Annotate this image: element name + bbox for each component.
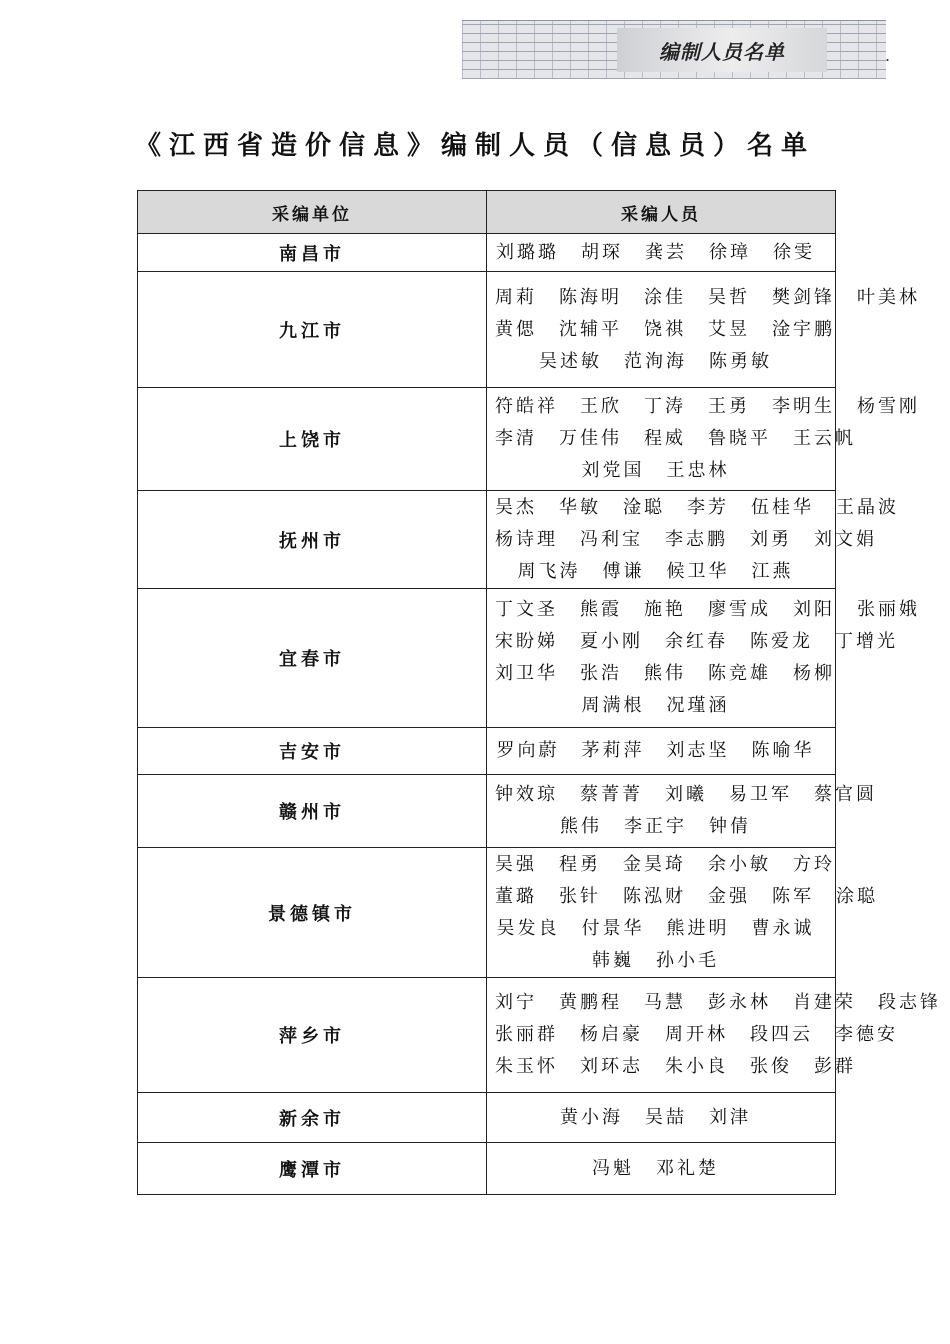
staff-name: 曹永诚 xyxy=(751,917,815,939)
staff-line xyxy=(495,881,878,913)
staff-name: 程威 xyxy=(644,428,686,449)
staff-name: 熊进明 xyxy=(666,917,730,939)
staff-name: 丁增光 xyxy=(835,631,898,652)
staff-name: 刘党国 xyxy=(581,460,645,481)
staff-name: 董璐 xyxy=(495,885,537,907)
table-body xyxy=(138,234,941,1195)
city-cell: 鹰潭市 xyxy=(138,1143,487,1195)
staff-name: 鲁晓平 xyxy=(708,428,771,449)
staff-name: 王忠林 xyxy=(666,460,730,481)
staff-name: 李清 xyxy=(495,428,537,449)
staff-name: 周莉 xyxy=(495,286,537,308)
staff-name: 周开林 xyxy=(665,1024,728,1045)
staff-line xyxy=(495,391,920,423)
table-row xyxy=(138,388,836,491)
staff-name: 钟效琼 xyxy=(495,784,558,805)
staff-name: 淦宇鹏 xyxy=(772,318,835,340)
table-row xyxy=(138,272,836,388)
staff-name: 刘阳 xyxy=(793,599,835,620)
staff-cell xyxy=(487,234,836,272)
city-cell: 景德镇市 xyxy=(138,848,487,978)
staff-name: 丁涛 xyxy=(644,396,686,417)
staff-name: 淦聪 xyxy=(623,496,665,518)
staff-line xyxy=(495,1102,827,1134)
staff-name: 王欣 xyxy=(580,396,622,417)
staff-name: 吴发良 xyxy=(496,917,560,939)
staff-cell xyxy=(487,1093,836,1143)
staff-name: 杨雪刚 xyxy=(857,396,920,417)
staff-name: 金强 xyxy=(708,885,750,907)
staff-name: 金昊琦 xyxy=(623,853,686,875)
table-row xyxy=(138,1143,836,1195)
staff-name: 陈喻华 xyxy=(751,740,815,761)
staff-name: 黄小海 xyxy=(560,1106,623,1128)
staff-name: 吴哲 xyxy=(708,286,750,308)
staff-name: 黄鹏程 xyxy=(559,992,622,1013)
staff-name: 李正宇 xyxy=(624,816,687,837)
staff-name: 况瑾涵 xyxy=(666,695,730,716)
staff-name: 刘宁 xyxy=(495,992,537,1013)
staff-name: 陈爱龙 xyxy=(750,631,813,652)
city-cell: 南昌市 xyxy=(138,234,487,272)
staff-cell xyxy=(487,589,920,728)
header-tag: 编制人员名单 xyxy=(617,28,827,72)
document-title: 《江西省造价信息》编制人员（信息员）名单 xyxy=(134,131,815,161)
staff-line xyxy=(495,987,941,1019)
staff-name: 艾昱 xyxy=(708,318,750,340)
staff-name: 张丽娥 xyxy=(857,599,920,620)
staff-name: 陈竞雄 xyxy=(708,663,771,684)
staff-name: 张丽群 xyxy=(495,1024,558,1045)
staff-name: 傅谦 xyxy=(602,560,645,582)
city-cell: 吉安市 xyxy=(138,728,487,775)
staff-name: 刘勇 xyxy=(750,528,792,550)
staff-name: 马慧 xyxy=(644,992,686,1013)
staff-name: 刘璐璐 xyxy=(496,241,559,263)
staff-name: 龚芸 xyxy=(645,241,687,263)
staff-name: 陈海明 xyxy=(559,286,622,308)
staff-name: 蔡官圆 xyxy=(814,784,877,805)
staff-line xyxy=(495,626,898,658)
staff-line xyxy=(495,945,827,977)
staff-name: 孙小毛 xyxy=(656,949,719,971)
staff-name: 罗向蔚 xyxy=(496,740,560,761)
staff-line xyxy=(495,735,827,767)
staff-name: 刘文娟 xyxy=(814,528,877,550)
staff-name: 张针 xyxy=(559,885,601,907)
table-row xyxy=(138,491,836,589)
staff-name: 候卫华 xyxy=(666,560,730,582)
staff-name: 朱玉怀 xyxy=(495,1056,558,1077)
staff-name: 徐雯 xyxy=(773,241,815,263)
staff-name: 冯魁 xyxy=(592,1157,634,1179)
staff-name: 樊剑锋 xyxy=(772,286,835,308)
staff-cell xyxy=(487,1143,836,1195)
staff-name: 徐璋 xyxy=(709,241,751,263)
staff-name: 周飞涛 xyxy=(517,560,581,582)
staff-line xyxy=(495,594,920,626)
staff-name: 夏小刚 xyxy=(580,631,643,652)
table-row xyxy=(138,775,836,848)
staff-line xyxy=(495,811,827,843)
staff-line xyxy=(495,314,835,346)
staff-name: 彭群 xyxy=(814,1056,856,1077)
staff-name: 张俊 xyxy=(750,1056,792,1077)
staff-name: 黄偲 xyxy=(495,318,537,340)
staff-name: 冯利宝 xyxy=(580,528,643,550)
staff-cell xyxy=(487,848,878,978)
staff-line xyxy=(495,690,827,722)
staff-name: 吴喆 xyxy=(645,1106,687,1128)
staff-name: 余红春 xyxy=(665,631,728,652)
staff-name: 涂聪 xyxy=(836,885,878,907)
staff-line xyxy=(495,913,827,945)
staff-name: 符皓祥 xyxy=(495,396,558,417)
staff-name: 付景华 xyxy=(581,917,645,939)
staff-name: 余小敏 xyxy=(708,853,771,875)
city-cell: 上饶市 xyxy=(138,388,487,491)
column-header-unit: 采编单位 xyxy=(138,191,487,234)
staff-line xyxy=(495,492,899,524)
staff-line xyxy=(495,455,827,487)
staff-name: 江燕 xyxy=(751,560,794,582)
staff-line xyxy=(495,1019,898,1051)
staff-name: 沈辅平 xyxy=(559,318,622,340)
staff-name: 伍桂华 xyxy=(751,496,814,518)
city-cell: 宜春市 xyxy=(138,589,487,728)
staff-name: 刘志坚 xyxy=(666,740,730,761)
table-row xyxy=(138,728,836,775)
staff-name: 胡琛 xyxy=(581,241,623,263)
staff-cell xyxy=(487,728,836,775)
staff-name: 杨柳 xyxy=(793,663,835,684)
staff-name: 叶美林 xyxy=(857,286,920,308)
staff-name: 王云帆 xyxy=(793,428,856,449)
staff-name: 段四云 xyxy=(750,1024,813,1045)
city-cell: 新余市 xyxy=(138,1093,487,1143)
staff-name: 陈泓财 xyxy=(623,885,686,907)
staff-name: 吴杰 xyxy=(495,496,537,518)
staff-name: 茅莉萍 xyxy=(581,740,645,761)
staff-name: 王晶波 xyxy=(836,496,899,518)
staff-name: 涂佳 xyxy=(644,286,686,308)
staff-line xyxy=(495,1051,856,1083)
staff-name: 刘曦 xyxy=(665,784,707,805)
staff-name: 李明生 xyxy=(772,396,835,417)
staff-name: 刘卫华 xyxy=(495,663,558,684)
staff-name: 刘津 xyxy=(709,1106,751,1128)
staff-name: 宋盼娣 xyxy=(495,631,558,652)
staff-name: 蔡菁菁 xyxy=(580,784,643,805)
staff-name: 杨诗理 xyxy=(495,528,558,550)
staff-name: 王勇 xyxy=(708,396,750,417)
staff-name: 刘环志 xyxy=(580,1056,643,1077)
staff-name: 邓礼楚 xyxy=(656,1157,719,1179)
staff-name: 彭永林 xyxy=(708,992,771,1013)
staff-line xyxy=(495,658,835,690)
staff-line xyxy=(495,849,835,881)
city-cell: 赣州市 xyxy=(138,775,487,848)
staff-name: 张浩 xyxy=(580,663,622,684)
column-header-staff: 采编人员 xyxy=(487,191,836,234)
staff-name: 周满根 xyxy=(581,695,645,716)
staff-name: 程勇 xyxy=(559,853,601,875)
staff-name: 李德安 xyxy=(835,1024,898,1045)
staff-name: 杨启豪 xyxy=(580,1024,643,1045)
table-row xyxy=(138,589,836,728)
city-cell: 抚州市 xyxy=(138,491,487,589)
staff-name: 华敏 xyxy=(559,496,601,518)
table-row xyxy=(138,234,836,272)
staff-line xyxy=(495,779,877,811)
staff-name: 熊伟 xyxy=(644,663,686,684)
staff-name: 施艳 xyxy=(644,599,686,620)
city-cell: 九江市 xyxy=(138,272,487,388)
table-row xyxy=(138,1093,836,1143)
staff-name: 陈军 xyxy=(772,885,814,907)
staff-name: 熊霞 xyxy=(580,599,622,620)
staff-cell xyxy=(487,775,877,848)
staff-name: 段志锋 xyxy=(878,992,941,1013)
staff-name: 钟倩 xyxy=(709,816,751,837)
staff-name: 廖雪成 xyxy=(708,599,771,620)
staff-line xyxy=(495,282,920,314)
staff-name: 方玲 xyxy=(793,853,835,875)
staff-name: 饶祺 xyxy=(644,318,686,340)
staff-name: 吴述敏 xyxy=(539,350,602,372)
staff-name: 朱小良 xyxy=(665,1056,728,1077)
staff-line xyxy=(495,524,877,556)
staff-cell xyxy=(487,388,920,491)
table-row xyxy=(138,848,836,978)
staff-line xyxy=(495,1153,827,1185)
staff-cell xyxy=(487,272,920,388)
staff-name: 韩巍 xyxy=(592,949,634,971)
staff-name: 肖建荣 xyxy=(793,992,856,1013)
header-dot: . xyxy=(885,46,891,65)
staff-line xyxy=(495,346,827,378)
table-row xyxy=(138,978,836,1093)
staff-cell xyxy=(487,491,899,589)
staff-name: 丁文圣 xyxy=(495,599,558,620)
table-header-row xyxy=(138,191,836,234)
staff-name: 陈勇敏 xyxy=(709,350,772,372)
staff-name: 万佳伟 xyxy=(559,428,622,449)
staff-name: 吴强 xyxy=(495,853,537,875)
staff-name: 李芳 xyxy=(687,496,729,518)
staff-line xyxy=(495,237,827,269)
staff-name: 易卫军 xyxy=(729,784,792,805)
staff-cell xyxy=(487,978,941,1093)
staff-name: 范洵海 xyxy=(624,350,687,372)
staff-line xyxy=(495,556,827,588)
city-cell: 萍乡市 xyxy=(138,978,487,1093)
staff-line xyxy=(495,423,856,455)
staff-name: 熊伟 xyxy=(560,816,602,837)
staff-name: 李志鹏 xyxy=(665,528,728,550)
staff-table xyxy=(137,190,941,1195)
